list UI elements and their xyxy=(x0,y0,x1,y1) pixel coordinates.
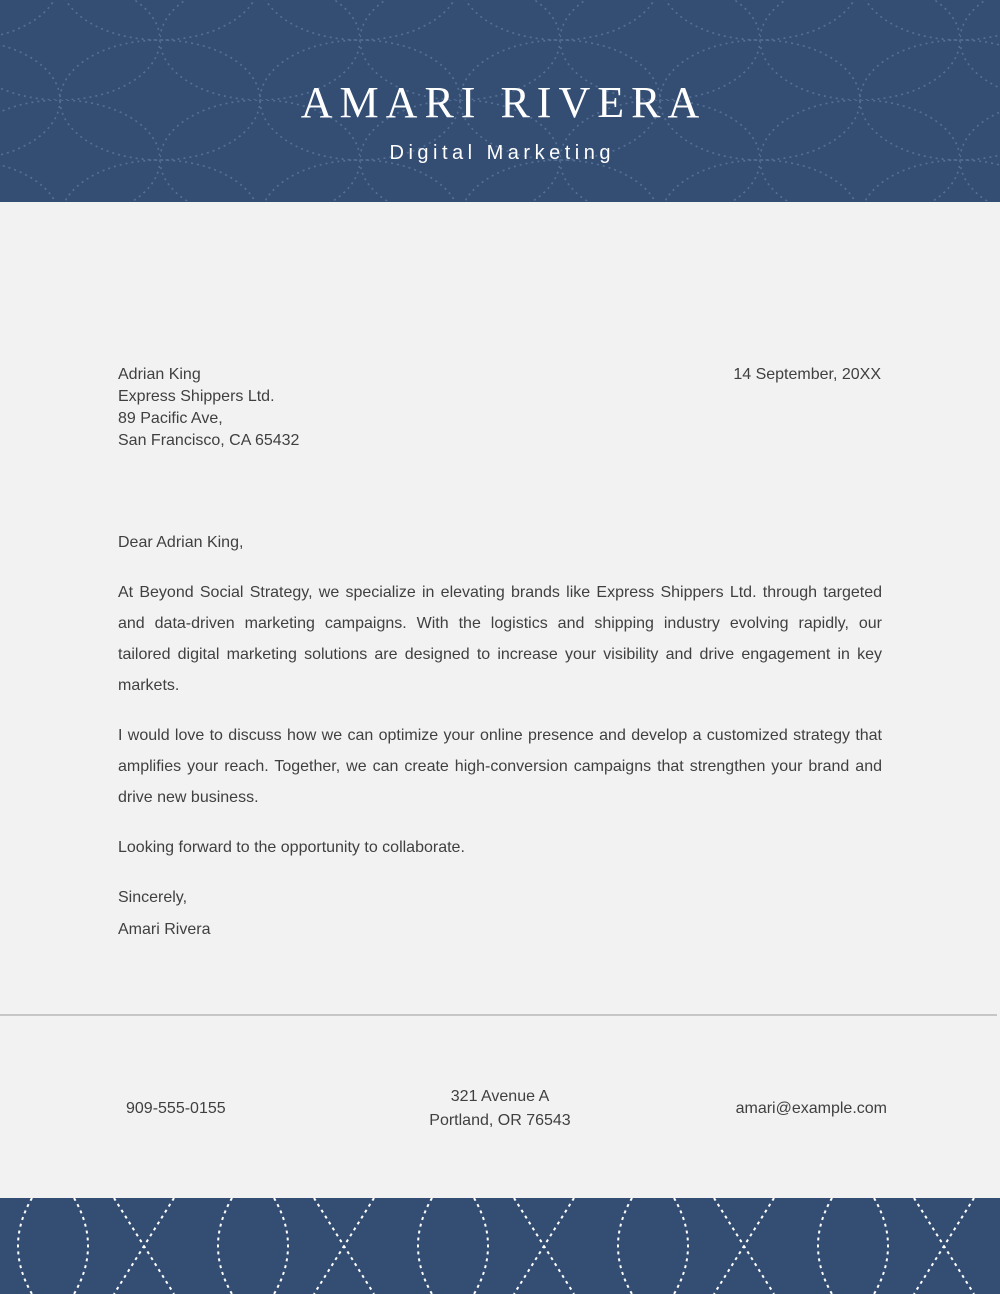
recipient-company: Express Shippers Ltd. xyxy=(118,388,275,405)
recipient-city: San Francisco, CA 65432 xyxy=(118,432,300,449)
paragraph-1 xyxy=(118,577,882,701)
paragraph-line: drive new business. xyxy=(118,789,259,806)
paragraph-line: I would love to discuss how we can optimize your online presence and develop a customized strategy that xyxy=(118,727,882,744)
recipient-address-block xyxy=(118,364,299,452)
footer-address xyxy=(350,1085,650,1133)
paragraph-line: and data-driven marketing campaigns. With the logistics and shipping industry evolving rapidly, our xyxy=(118,615,882,632)
letter-date: 14 September, 20XX xyxy=(733,366,881,383)
sender-name: AMARI RIVERA xyxy=(300,78,707,127)
closing-block xyxy=(118,882,882,946)
sender-title: Digital Marketing xyxy=(389,142,615,164)
recipient-street: 89 Pacific Ave, xyxy=(118,410,223,427)
paragraph-line: Looking forward to the opportunity to collaborate. xyxy=(118,839,465,856)
footer-band xyxy=(0,1198,1000,1294)
footer-divider xyxy=(0,1014,997,1016)
paragraph-2 xyxy=(118,720,882,813)
footer-pattern-fill xyxy=(0,1198,1000,1294)
paragraph-line: At Beyond Social Strategy, we specialize in elevating brands like Express Shippers Ltd. through targeted xyxy=(118,584,882,601)
paragraph-line: amplifies your reach. Together, we can create high-conversion campaigns that strengthen your brand and xyxy=(118,758,882,775)
footer-address-line-2: Portland, OR 76543 xyxy=(429,1112,571,1129)
recipient-name: Adrian King xyxy=(118,366,201,383)
footer-address-line-1: 321 Avenue A xyxy=(450,1088,550,1105)
paragraph-line: tailored digital marketing solutions are designed to increase your visibility and drive engagement in key xyxy=(118,646,882,663)
header-band xyxy=(0,0,1000,202)
footer-phone: 909-555-0155 xyxy=(126,1100,226,1117)
paragraph-3 xyxy=(118,832,882,863)
salutation-text: Dear Adrian King, xyxy=(118,534,244,551)
salutation xyxy=(118,527,882,558)
paragraph-line: markets. xyxy=(118,677,180,694)
footer-pattern xyxy=(0,1198,1000,1294)
signature-name: Amari Rivera xyxy=(118,921,211,938)
closing-text: Sincerely, xyxy=(118,889,188,906)
footer-email: amari@example.com xyxy=(735,1100,887,1117)
letter-body xyxy=(118,527,882,946)
